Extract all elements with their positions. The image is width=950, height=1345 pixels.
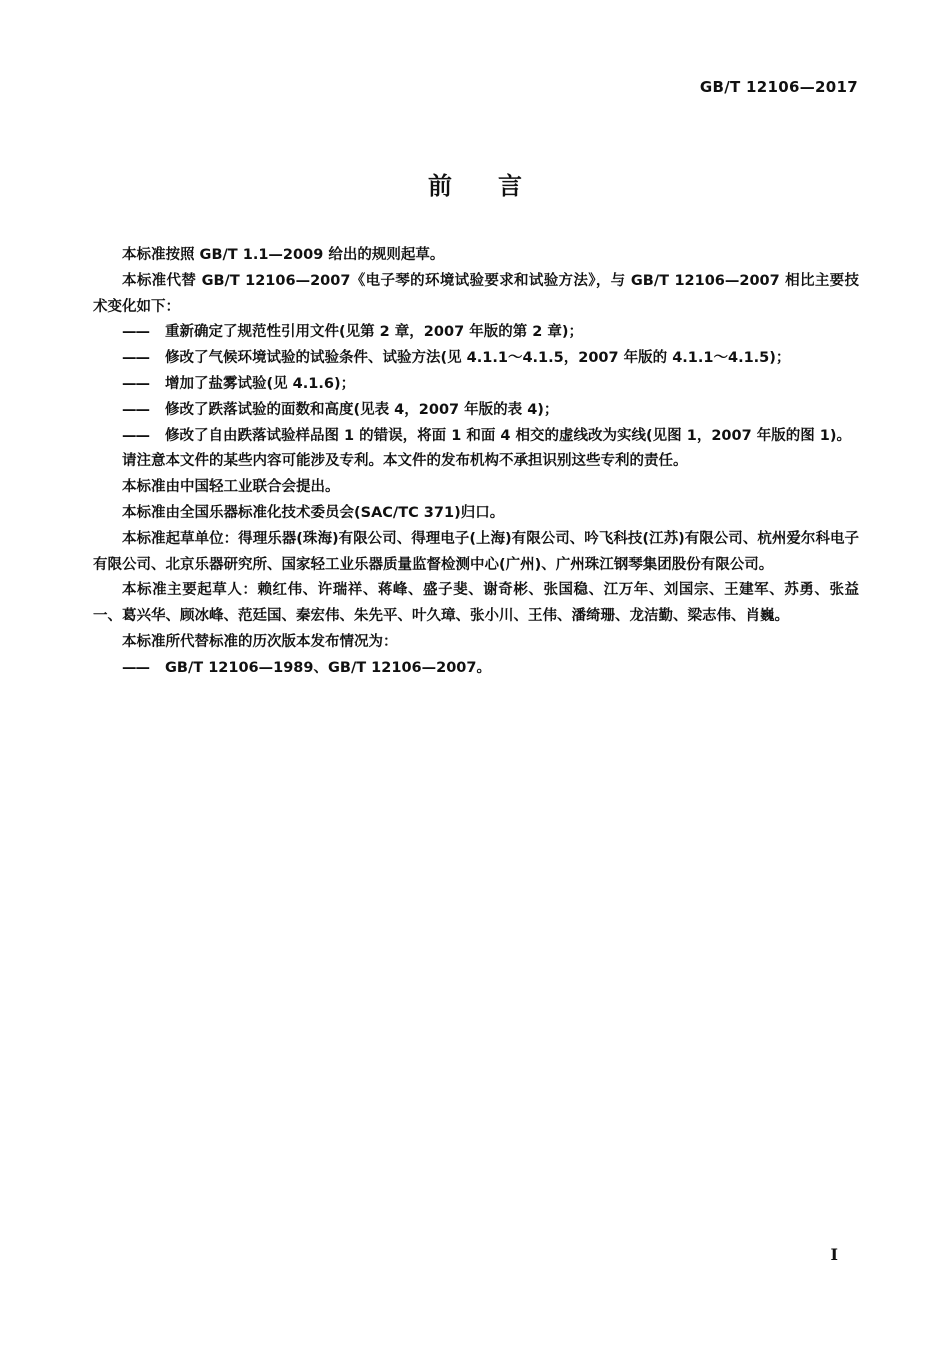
change-item-text: 重新确定了规范性引用文件(见第 2 章，2007 年版的第 2 章)； xyxy=(165,324,584,341)
history-item-text: GB/T 12106—1989、GB/T 12106—2007。 xyxy=(165,659,491,676)
dash-mark: —— xyxy=(122,324,149,341)
paragraph-replacement: 本标准代替 GB/T 12106—2007《电子琴的环境试验要求和试验方法》，与 GB/T 12106—2007 相比主要技术变化如下： xyxy=(93,272,859,315)
page-title: 前言 xyxy=(428,172,568,200)
paragraph-drafters: 本标准主要起草人：赖红伟、许瑞祥、蒋峰、盛子斐、谢奇彬、张国稳、江万年、刘国宗、王建军、苏勇、张益一、葛兴华、顾冰峰、范廷国、秦宏伟、朱先平、叶久璋、张小川、王伟、潘绮珊、龙洁勤、梁志伟、肖巍。 xyxy=(93,582,859,625)
history-item xyxy=(93,656,859,682)
change-item-text: 修改了气候环境试验的试验条件、试验方法(见 4.1.1～4.1.5，2007 年版的 4.1.1～4.1.5)； xyxy=(165,350,791,367)
dash-mark: —— xyxy=(122,427,149,444)
dash-mark: —— xyxy=(122,659,149,676)
change-item-text: 增加了盐雾试验(见 4.1.6)； xyxy=(165,375,356,392)
change-item-text: 修改了自由跌落试验样品图 1 的错误，将面 1 和面 4 相交的虚线改为实线(见图 1，2007 年版的图 1)。 xyxy=(165,427,851,444)
paragraph-proposer: 本标准由中国轻工业联合会提出。 xyxy=(122,479,340,496)
dash-mark: —— xyxy=(122,350,149,367)
change-item xyxy=(93,398,859,424)
dash-mark: —— xyxy=(122,401,149,418)
paragraph-administrator: 本标准由全国乐器标准化技术委员会(SAC/TC 371)归口。 xyxy=(122,504,505,521)
page-number: I xyxy=(830,1245,838,1264)
change-item-text: 修改了跌落试验的面数和高度(见表 4，2007 年版的表 4)； xyxy=(165,401,559,418)
foreword-body xyxy=(93,243,859,682)
change-item xyxy=(93,320,859,346)
paragraph-drafting-units: 本标准起草单位：得理乐器(珠海)有限公司、得理电子(上海)有限公司、吟飞科技(江苏)有限公司、杭州爱尔科电子有限公司、北京乐器研究所、国家轻工业乐器质量监督检测中心(广州)、广州珠江钢琴集团股份有限公司。 xyxy=(93,530,859,573)
paragraph-patent-notice: 请注意本文件的某些内容可能涉及专利。本文件的发布机构不承担识别这些专利的责任。 xyxy=(122,453,688,470)
paragraph-history-intro: 本标准所代替标准的历次版本发布情况为： xyxy=(122,633,398,650)
standard-number-header: GB/T 12106—2017 xyxy=(699,78,858,96)
change-item xyxy=(93,424,859,450)
dash-mark: —— xyxy=(122,375,149,392)
paragraph-drafting-rules: 本标准按照 GB/T 1.1—2009 给出的规则起草。 xyxy=(122,247,445,263)
change-item xyxy=(93,372,859,398)
change-item xyxy=(93,346,859,372)
